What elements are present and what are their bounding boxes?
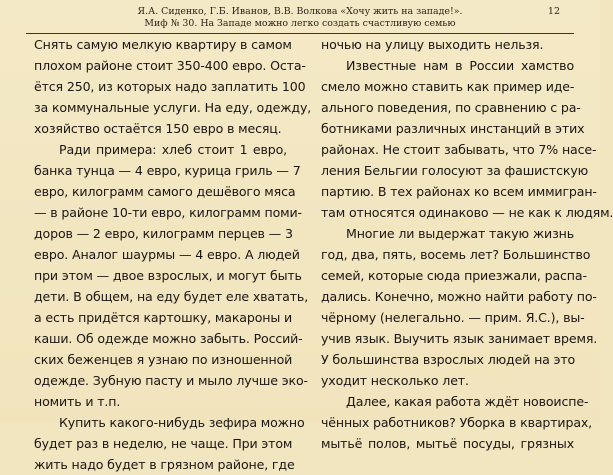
text-line: смело можно ставить как пример иде- [321, 79, 575, 94]
text-line: жить надо будет в грязном районе, где [34, 457, 295, 472]
text-line: уходит несколько лет. [321, 373, 469, 388]
text-line: чёрному (нелегально. — прим. Я.С.), вы- [321, 310, 585, 325]
text-line: районах. Не стоит забывать, что 7% насе- [321, 142, 597, 157]
text-line: дети. В общем, на еду будет еле хватать, [34, 289, 309, 304]
text-line: мытьё полов, мытьё посуды, грязных [321, 436, 574, 451]
text-line: Многие ли выдержат такую жизнь [346, 226, 574, 241]
text-line: Снять самую мелкую квартиру в самом [34, 37, 292, 52]
text-line: партию. В тех районах ко всем иммигран- [321, 184, 597, 199]
text-line: Известные нам в России хамство [346, 58, 574, 73]
running-header [0, 6, 600, 30]
text-line: ботниками различных инстанций в этих [321, 121, 585, 136]
text-line: — в районе 10-ти евро, килограмм поми- [34, 205, 302, 220]
text-line: будет раз в неделю, не чаще. При этом [34, 436, 293, 451]
text-line: ления Бельгии голосуют за фашистскую [321, 163, 589, 178]
text-line: Далее, какая работа ждёт новоиспе- [346, 394, 589, 409]
page-number: 12 [547, 6, 560, 17]
text-line: за коммунальные услуги. На еду, одежду, [34, 100, 312, 115]
header-authors-title: Я.А. Сиденко, Г.Б. Иванов, В.В. Волкова «Хочу жить на западе!». [137, 6, 463, 17]
text-line: хозяйство остаётся 150 евро в месяц. [34, 121, 282, 136]
text-line: доров — 2 евро, килограмм перцев — 3 [34, 226, 293, 241]
text-line: ётся 250, из которых надо заплатить 100 [34, 79, 306, 94]
left-text-column [34, 34, 312, 475]
text-line: ального поведения, по сравнению с ра- [321, 100, 581, 115]
text-line: Ради примера: хлеб стоит 1 евро, [59, 142, 287, 157]
text-line: Купить какого-нибудь зефира можно [59, 415, 305, 430]
text-line: ских беженцев я узнаю по изношенной [34, 352, 293, 367]
text-line: одежде. Зубную пасту и мыло лучше эко- [34, 373, 308, 388]
text-line: номить и т.п. [34, 394, 121, 409]
text-line: дались. Конечно, можно найти работу по- [321, 289, 597, 304]
text-line: там относятся одинаково — не как к людям. [321, 205, 613, 220]
text-line: при этом — двое взрослых, и могут быть [34, 268, 302, 283]
text-line: учив язык. Выучить язык занимает время. [321, 331, 598, 346]
text-line: а есть придётся картошку, макароны и [34, 310, 293, 325]
text-line: чённых работников? Уборка в квартирах, [321, 415, 593, 430]
text-line: ночью на улицу выходить нельзя. [321, 37, 544, 52]
text-line: семей, которые сюда приезжали, распа- [321, 268, 587, 283]
header-chapter-title: Миф № 30. На Западе можно легко создать счастливую семью [144, 18, 456, 29]
right-text-column [321, 34, 613, 454]
text-line: евро. Аналог шаурмы — 4 евро. А людей [34, 247, 300, 262]
text-line: каши. Об одежде можно забыть. Россий- [34, 331, 303, 346]
text-line: год, два, пять, восемь лет? Большинство [321, 247, 591, 262]
text-line: банка тунца — 4 евро, курица гриль — 7 [34, 163, 301, 178]
text-line: плохом районе стоит 350-400 евро. Оста- [34, 58, 306, 73]
text-line: евро, килограмм самого дешёвого мяса [34, 184, 296, 199]
text-line: У большинства взрослых людей на это [321, 352, 576, 367]
